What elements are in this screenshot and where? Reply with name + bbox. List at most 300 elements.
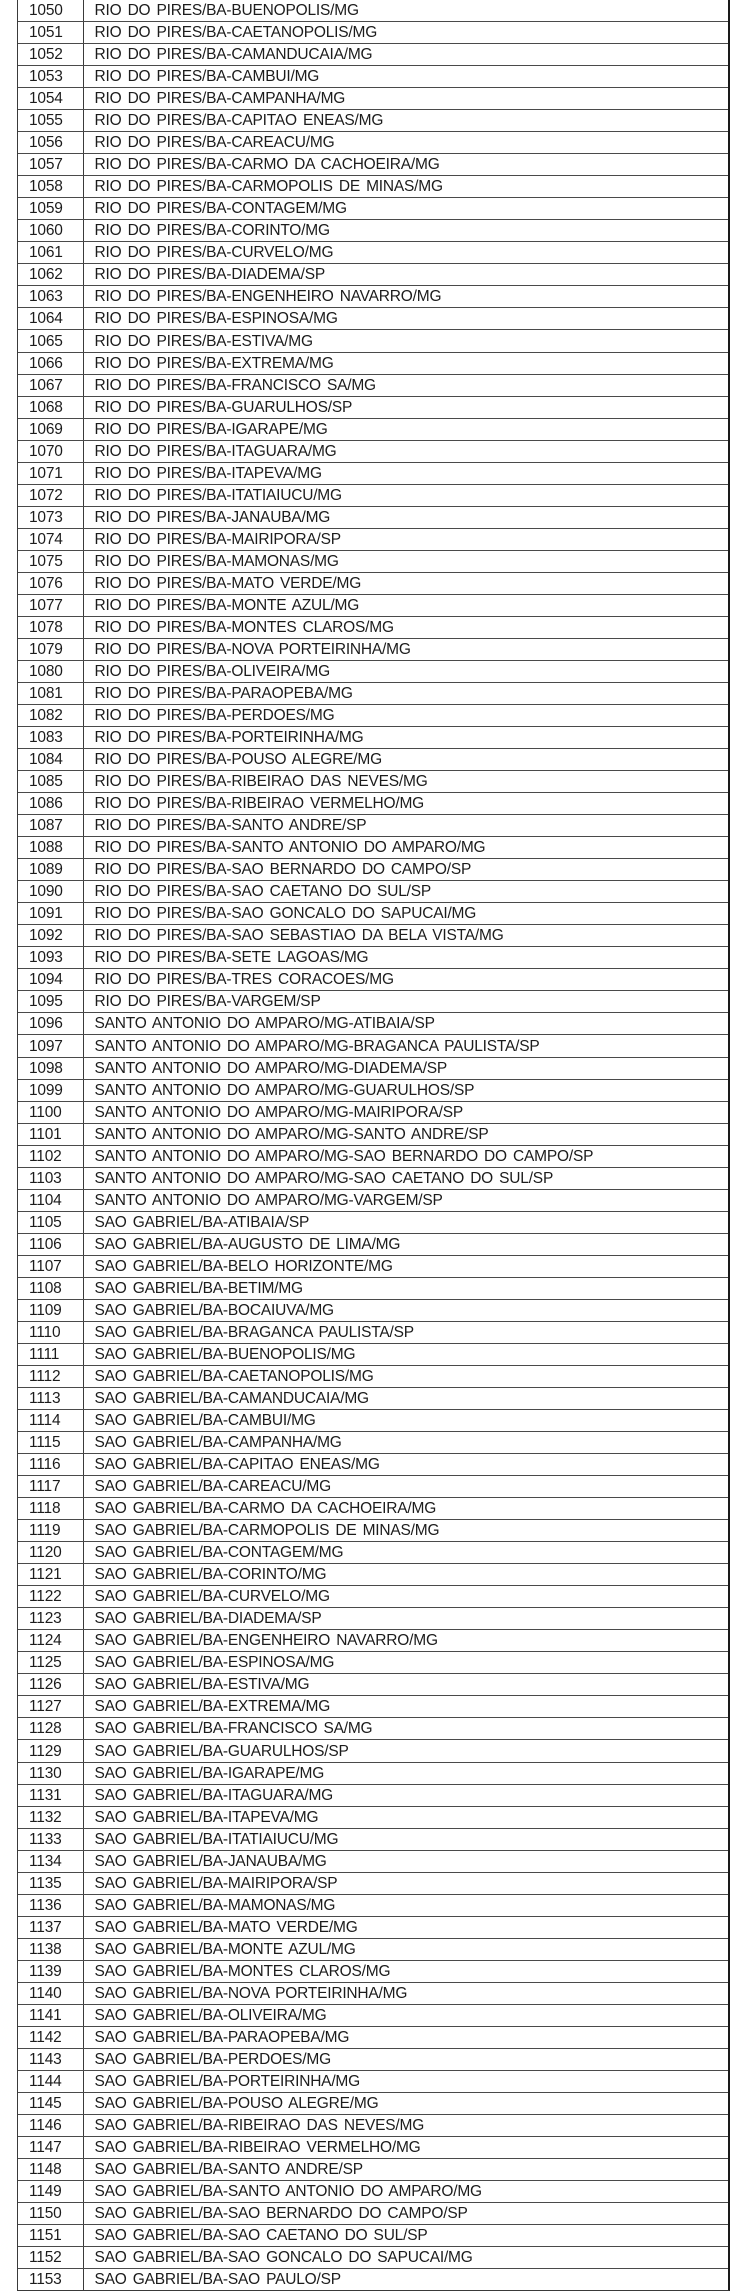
route-cell: RIO DO PIRES/BA-OLIVEIRA/MG [83, 660, 728, 682]
route-cell: SAO GABRIEL/BA-EXTREMA/MG [83, 1696, 728, 1718]
table-row [18, 1365, 728, 1387]
route-cell: SANTO ANTONIO DO AMPARO/MG-BRAGANCA PAULISTA/SP [83, 1035, 728, 1057]
route-cell: RIO DO PIRES/BA-CAMPANHA/MG [83, 88, 728, 110]
route-cell: RIO DO PIRES/BA-DIADEMA/SP [83, 264, 728, 286]
route-cell: RIO DO PIRES/BA-SAO SEBASTIAO DA BELA VISTA/MG [83, 925, 728, 947]
table-row [18, 264, 728, 286]
route-cell: RIO DO PIRES/BA-MAMONAS/MG [83, 550, 728, 572]
table-row [18, 242, 728, 264]
table-row [18, 374, 728, 396]
row-number-cell: 1082 [18, 705, 83, 727]
route-cell: RIO DO PIRES/BA-BUENOPOLIS/MG [83, 0, 728, 22]
table-row [18, 1035, 728, 1057]
row-number-cell: 1057 [18, 154, 83, 176]
route-cell: SAO GABRIEL/BA-FRANCISCO SA/MG [83, 1718, 728, 1740]
table-row [18, 771, 728, 793]
row-number-cell: 1052 [18, 44, 83, 66]
route-cell: SAO GABRIEL/BA-RIBEIRAO VERMELHO/MG [83, 2137, 728, 2159]
row-number-cell: 1123 [18, 1608, 83, 1630]
table-row [18, 132, 728, 154]
table-row [18, 1542, 728, 1564]
row-number-cell: 1135 [18, 1872, 83, 1894]
route-cell: SAO GABRIEL/BA-ESTIVA/MG [83, 1674, 728, 1696]
row-number-cell: 1111 [18, 1343, 83, 1365]
route-cell: RIO DO PIRES/BA-JANAUBA/MG [83, 506, 728, 528]
row-number-cell: 1143 [18, 2048, 83, 2070]
row-number-cell: 1138 [18, 1938, 83, 1960]
table-row [18, 660, 728, 682]
route-cell: SAO GABRIEL/BA-NOVA PORTEIRINHA/MG [83, 1982, 728, 2004]
route-cell: SANTO ANTONIO DO AMPARO/MG-SANTO ANDRE/SP [83, 1123, 728, 1145]
table-row [18, 352, 728, 374]
table-row [18, 1674, 728, 1696]
route-cell: RIO DO PIRES/BA-SANTO ANTONIO DO AMPARO/MG [83, 837, 728, 859]
table-row [18, 1211, 728, 1233]
route-cell: SAO GABRIEL/BA-GUARULHOS/SP [83, 1740, 728, 1762]
table-row [18, 1255, 728, 1277]
row-number-cell: 1065 [18, 330, 83, 352]
table-row [18, 1476, 728, 1498]
table-row [18, 308, 728, 330]
route-cell: RIO DO PIRES/BA-CORINTO/MG [83, 220, 728, 242]
table-row [18, 1057, 728, 1079]
row-number-cell: 1147 [18, 2137, 83, 2159]
route-cell: SAO GABRIEL/BA-CARMOPOLIS DE MINAS/MG [83, 1520, 728, 1542]
row-number-cell: 1112 [18, 1365, 83, 1387]
row-number-cell: 1101 [18, 1123, 83, 1145]
row-number-cell: 1059 [18, 198, 83, 220]
route-cell: RIO DO PIRES/BA-CAMBUI/MG [83, 66, 728, 88]
row-number-cell: 1054 [18, 88, 83, 110]
table-row [18, 2181, 728, 2203]
route-cell: SAO GABRIEL/BA-RIBEIRAO DAS NEVES/MG [83, 2115, 728, 2137]
route-cell: SAO GABRIEL/BA-SANTO ANDRE/SP [83, 2159, 728, 2181]
row-number-cell: 1127 [18, 1696, 83, 1718]
route-cell: RIO DO PIRES/BA-ITAGUARA/MG [83, 440, 728, 462]
row-number-cell: 1061 [18, 242, 83, 264]
route-cell: SAO GABRIEL/BA-MONTES CLAROS/MG [83, 1960, 728, 1982]
row-number-cell: 1078 [18, 616, 83, 638]
route-cell: RIO DO PIRES/BA-SAO GONCALO DO SAPUCAI/MG [83, 903, 728, 925]
route-cell: SAO GABRIEL/BA-PARAOPEBA/MG [83, 2026, 728, 2048]
table-row [18, 176, 728, 198]
row-number-cell: 1071 [18, 462, 83, 484]
row-number-cell: 1096 [18, 1013, 83, 1035]
row-number-cell: 1129 [18, 1740, 83, 1762]
table-row [18, 220, 728, 242]
table-row [18, 2026, 728, 2048]
table-row [18, 1321, 728, 1343]
route-cell: RIO DO PIRES/BA-TRES CORACOES/MG [83, 969, 728, 991]
table-row [18, 815, 728, 837]
row-number-cell: 1103 [18, 1167, 83, 1189]
route-cell: RIO DO PIRES/BA-PARAOPEBA/MG [83, 682, 728, 704]
table-row [18, 2225, 728, 2247]
route-cell: SAO GABRIEL/BA-ITAGUARA/MG [83, 1784, 728, 1806]
route-cell: SAO GABRIEL/BA-SAO GONCALO DO SAPUCAI/MG [83, 2247, 728, 2269]
route-cell: SAO GABRIEL/BA-BOCAIUVA/MG [83, 1299, 728, 1321]
table-row [18, 330, 728, 352]
route-cell: RIO DO PIRES/BA-SETE LAGOAS/MG [83, 947, 728, 969]
row-number-cell: 1148 [18, 2159, 83, 2181]
row-number-cell: 1116 [18, 1454, 83, 1476]
route-cell: SAO GABRIEL/BA-SANTO ANTONIO DO AMPARO/MG [83, 2181, 728, 2203]
table-row [18, 286, 728, 308]
route-cell: RIO DO PIRES/BA-POUSO ALEGRE/MG [83, 749, 728, 771]
row-number-cell: 1077 [18, 594, 83, 616]
row-number-cell: 1113 [18, 1387, 83, 1409]
row-number-cell: 1132 [18, 1806, 83, 1828]
row-number-cell: 1066 [18, 352, 83, 374]
route-cell: RIO DO PIRES/BA-EXTREMA/MG [83, 352, 728, 374]
table-row [18, 66, 728, 88]
route-cell: RIO DO PIRES/BA-MONTE AZUL/MG [83, 594, 728, 616]
route-cell: RIO DO PIRES/BA-PORTEIRINHA/MG [83, 727, 728, 749]
table-row [18, 991, 728, 1013]
row-number-cell: 1110 [18, 1321, 83, 1343]
row-number-cell: 1064 [18, 308, 83, 330]
table-row [18, 1762, 728, 1784]
row-number-cell: 1114 [18, 1410, 83, 1432]
table-row [18, 1189, 728, 1211]
table-row [18, 1454, 728, 1476]
table-row [18, 1387, 728, 1409]
route-cell: SAO GABRIEL/BA-BUENOPOLIS/MG [83, 1343, 728, 1365]
table-row [18, 1277, 728, 1299]
row-number-cell: 1102 [18, 1145, 83, 1167]
row-number-cell: 1076 [18, 572, 83, 594]
table-row [18, 1982, 728, 2004]
table-row [18, 749, 728, 771]
table-row [18, 484, 728, 506]
row-number-cell: 1055 [18, 110, 83, 132]
row-number-cell: 1100 [18, 1101, 83, 1123]
table-row [18, 1718, 728, 1740]
route-cell: SAO GABRIEL/BA-AUGUSTO DE LIMA/MG [83, 1233, 728, 1255]
table-row [18, 638, 728, 660]
table-row [18, 44, 728, 66]
row-number-cell: 1140 [18, 1982, 83, 2004]
route-cell: RIO DO PIRES/BA-ITATIAIUCU/MG [83, 484, 728, 506]
table-row [18, 1123, 728, 1145]
row-number-cell: 1134 [18, 1850, 83, 1872]
route-cell: RIO DO PIRES/BA-SANTO ANDRE/SP [83, 815, 728, 837]
route-cell: RIO DO PIRES/BA-CURVELO/MG [83, 242, 728, 264]
table-row [18, 903, 728, 925]
route-cell: SAO GABRIEL/BA-JANAUBA/MG [83, 1850, 728, 1872]
table-row [18, 1938, 728, 1960]
row-number-cell: 1106 [18, 1233, 83, 1255]
route-cell: RIO DO PIRES/BA-IGARAPE/MG [83, 418, 728, 440]
route-cell: SAO GABRIEL/BA-BETIM/MG [83, 1277, 728, 1299]
row-number-cell: 1153 [18, 2269, 83, 2291]
row-number-cell: 1150 [18, 2203, 83, 2225]
table-row [18, 1101, 728, 1123]
row-number-cell: 1107 [18, 1255, 83, 1277]
route-cell: RIO DO PIRES/BA-RIBEIRAO VERMELHO/MG [83, 793, 728, 815]
row-number-cell: 1117 [18, 1476, 83, 1498]
row-number-cell: 1092 [18, 925, 83, 947]
row-number-cell: 1145 [18, 2092, 83, 2114]
route-cell: SAO GABRIEL/BA-CAMANDUCAIA/MG [83, 1387, 728, 1409]
table-row [18, 969, 728, 991]
route-cell: RIO DO PIRES/BA-CAPITAO ENEAS/MG [83, 110, 728, 132]
route-cell: SAO GABRIEL/BA-CURVELO/MG [83, 1586, 728, 1608]
table-row [18, 2092, 728, 2114]
table-row [18, 1432, 728, 1454]
row-number-cell: 1139 [18, 1960, 83, 1982]
row-number-cell: 1085 [18, 771, 83, 793]
table-row [18, 594, 728, 616]
route-table-container [17, 0, 730, 2291]
row-number-cell: 1069 [18, 418, 83, 440]
row-number-cell: 1087 [18, 815, 83, 837]
table-row [18, 682, 728, 704]
table-row [18, 1630, 728, 1652]
route-cell: SAO GABRIEL/BA-BRAGANCA PAULISTA/SP [83, 1321, 728, 1343]
route-cell: RIO DO PIRES/BA-VARGEM/SP [83, 991, 728, 1013]
route-cell: RIO DO PIRES/BA-MAIRIPORA/SP [83, 528, 728, 550]
row-number-cell: 1149 [18, 2181, 83, 2203]
table-row [18, 1828, 728, 1850]
table-row [18, 925, 728, 947]
route-cell: SANTO ANTONIO DO AMPARO/MG-MAIRIPORA/SP [83, 1101, 728, 1123]
table-row [18, 2159, 728, 2181]
row-number-cell: 1084 [18, 749, 83, 771]
route-cell: SAO GABRIEL/BA-CAREACU/MG [83, 1476, 728, 1498]
table-row [18, 1696, 728, 1718]
route-cell: SAO GABRIEL/BA-ITAPEVA/MG [83, 1806, 728, 1828]
route-cell: SAO GABRIEL/BA-CAMBUI/MG [83, 1410, 728, 1432]
row-number-cell: 1091 [18, 903, 83, 925]
route-cell: SAO GABRIEL/BA-IGARAPE/MG [83, 1762, 728, 1784]
table-row [18, 1013, 728, 1035]
row-number-cell: 1128 [18, 1718, 83, 1740]
route-cell: RIO DO PIRES/BA-ESPINOSA/MG [83, 308, 728, 330]
route-cell: SAO GABRIEL/BA-CAETANOPOLIS/MG [83, 1365, 728, 1387]
table-row [18, 727, 728, 749]
route-cell: RIO DO PIRES/BA-ITAPEVA/MG [83, 462, 728, 484]
route-cell: RIO DO PIRES/BA-ENGENHEIRO NAVARRO/MG [83, 286, 728, 308]
table-row [18, 1894, 728, 1916]
row-number-cell: 1119 [18, 1520, 83, 1542]
route-cell: RIO DO PIRES/BA-CAREACU/MG [83, 132, 728, 154]
row-number-cell: 1152 [18, 2247, 83, 2269]
route-cell: RIO DO PIRES/BA-FRANCISCO SA/MG [83, 374, 728, 396]
table-row [18, 418, 728, 440]
route-cell: SAO GABRIEL/BA-ATIBAIA/SP [83, 1211, 728, 1233]
row-number-cell: 1086 [18, 793, 83, 815]
table-row [18, 837, 728, 859]
row-number-cell: 1073 [18, 506, 83, 528]
table-row [18, 616, 728, 638]
table-row [18, 2115, 728, 2137]
row-number-cell: 1074 [18, 528, 83, 550]
table-row [18, 440, 728, 462]
row-number-cell: 1124 [18, 1630, 83, 1652]
row-number-cell: 1063 [18, 286, 83, 308]
route-cell: RIO DO PIRES/BA-GUARULHOS/SP [83, 396, 728, 418]
route-cell: SAO GABRIEL/BA-CARMO DA CACHOEIRA/MG [83, 1498, 728, 1520]
row-number-cell: 1142 [18, 2026, 83, 2048]
table-row [18, 1145, 728, 1167]
row-number-cell: 1126 [18, 1674, 83, 1696]
route-cell: SAO GABRIEL/BA-CORINTO/MG [83, 1564, 728, 1586]
row-number-cell: 1079 [18, 638, 83, 660]
row-number-cell: 1056 [18, 132, 83, 154]
table-row [18, 1167, 728, 1189]
table-row [18, 572, 728, 594]
table-row [18, 2137, 728, 2159]
table-row [18, 506, 728, 528]
row-number-cell: 1105 [18, 1211, 83, 1233]
table-row [18, 1916, 728, 1938]
table-row [18, 1960, 728, 1982]
row-number-cell: 1050 [18, 0, 83, 22]
row-number-cell: 1083 [18, 727, 83, 749]
table-row [18, 1299, 728, 1321]
row-number-cell: 1094 [18, 969, 83, 991]
route-cell: SAO GABRIEL/BA-ITATIAIUCU/MG [83, 1828, 728, 1850]
route-cell: RIO DO PIRES/BA-CAETANOPOLIS/MG [83, 22, 728, 44]
route-cell: SANTO ANTONIO DO AMPARO/MG-SAO BERNARDO DO CAMPO/SP [83, 1145, 728, 1167]
row-number-cell: 1089 [18, 859, 83, 881]
row-number-cell: 1137 [18, 1916, 83, 1938]
table-row [18, 550, 728, 572]
route-cell: SAO GABRIEL/BA-CAPITAO ENEAS/MG [83, 1454, 728, 1476]
row-number-cell: 1060 [18, 220, 83, 242]
table-row [18, 2048, 728, 2070]
route-cell: RIO DO PIRES/BA-CARMOPOLIS DE MINAS/MG [83, 176, 728, 198]
table-row [18, 1498, 728, 1520]
table-row [18, 2247, 728, 2269]
table-row [18, 705, 728, 727]
row-number-cell: 1109 [18, 1299, 83, 1321]
table-row [18, 198, 728, 220]
table-row [18, 1343, 728, 1365]
route-cell: SAO GABRIEL/BA-DIADEMA/SP [83, 1608, 728, 1630]
route-cell: SANTO ANTONIO DO AMPARO/MG-GUARULHOS/SP [83, 1079, 728, 1101]
row-number-cell: 1051 [18, 22, 83, 44]
table-row [18, 0, 728, 22]
route-cell: RIO DO PIRES/BA-SAO CAETANO DO SUL/SP [83, 881, 728, 903]
route-cell: RIO DO PIRES/BA-MATO VERDE/MG [83, 572, 728, 594]
table-row [18, 881, 728, 903]
table-row [18, 1608, 728, 1630]
table-row [18, 1850, 728, 1872]
row-number-cell: 1120 [18, 1542, 83, 1564]
table-row [18, 1872, 728, 1894]
route-cell: RIO DO PIRES/BA-CONTAGEM/MG [83, 198, 728, 220]
route-cell: RIO DO PIRES/BA-RIBEIRAO DAS NEVES/MG [83, 771, 728, 793]
table-row [18, 1233, 728, 1255]
row-number-cell: 1093 [18, 947, 83, 969]
route-cell: SAO GABRIEL/BA-CAMPANHA/MG [83, 1432, 728, 1454]
row-number-cell: 1125 [18, 1652, 83, 1674]
table-row [18, 1564, 728, 1586]
row-number-cell: 1081 [18, 682, 83, 704]
table-row [18, 1652, 728, 1674]
row-number-cell: 1098 [18, 1057, 83, 1079]
table-row [18, 1079, 728, 1101]
row-number-cell: 1067 [18, 374, 83, 396]
route-cell: SAO GABRIEL/BA-SAO CAETANO DO SUL/SP [83, 2225, 728, 2247]
route-cell: RIO DO PIRES/BA-PERDOES/MG [83, 705, 728, 727]
route-cell: RIO DO PIRES/BA-NOVA PORTEIRINHA/MG [83, 638, 728, 660]
route-cell: RIO DO PIRES/BA-ESTIVA/MG [83, 330, 728, 352]
table-row [18, 859, 728, 881]
row-number-cell: 1136 [18, 1894, 83, 1916]
row-number-cell: 1121 [18, 1564, 83, 1586]
table-row [18, 2070, 728, 2092]
table-row [18, 793, 728, 815]
table-row [18, 528, 728, 550]
table-row [18, 1520, 728, 1542]
row-number-cell: 1122 [18, 1586, 83, 1608]
route-cell: SAO GABRIEL/BA-SAO PAULO/SP [94, 2271, 341, 2289]
route-cell: SAO GABRIEL/BA-POUSO ALEGRE/MG [83, 2092, 728, 2114]
table-row [18, 947, 728, 969]
row-number-cell: 1075 [18, 550, 83, 572]
row-number-cell: 1097 [18, 1035, 83, 1057]
route-cell: SAO GABRIEL/BA-PERDOES/MG [83, 2048, 728, 2070]
row-number-cell: 1080 [18, 660, 83, 682]
route-cell: SAO GABRIEL/BA-OLIVEIRA/MG [83, 2004, 728, 2026]
route-table [18, 0, 728, 2290]
table-row [18, 110, 728, 132]
route-cell: SANTO ANTONIO DO AMPARO/MG-DIADEMA/SP [83, 1057, 728, 1079]
route-cell: SANTO ANTONIO DO AMPARO/MG-SAO CAETANO DO SUL/SP [83, 1167, 728, 1189]
row-number-cell: 1058 [18, 176, 83, 198]
row-number-cell: 1131 [18, 1784, 83, 1806]
row-number-cell: 1118 [18, 1498, 83, 1520]
table-row [18, 2203, 728, 2225]
row-number-cell: 1130 [18, 1762, 83, 1784]
row-number-cell: 1151 [18, 2225, 83, 2247]
route-cell: RIO DO PIRES/BA-CAMANDUCAIA/MG [83, 44, 728, 66]
route-cell: SAO GABRIEL/BA-MAMONAS/MG [83, 1894, 728, 1916]
route-table-body [18, 0, 728, 2290]
route-cell: SAO GABRIEL/BA-SAO BERNARDO DO CAMPO/SP [83, 2203, 728, 2225]
row-number-cell: 1108 [18, 1277, 83, 1299]
row-number-cell: 1115 [18, 1432, 83, 1454]
table-row [18, 1784, 728, 1806]
row-number-cell: 1090 [18, 881, 83, 903]
table-row [18, 2004, 728, 2026]
table-row [18, 88, 728, 110]
row-number-cell: 1062 [18, 264, 83, 286]
route-cell: RIO DO PIRES/BA-CARMO DA CACHOEIRA/MG [83, 154, 728, 176]
route-cell: SAO GABRIEL/BA-CONTAGEM/MG [83, 1542, 728, 1564]
route-cell: SAO GABRIEL/BA-PORTEIRINHA/MG [83, 2070, 728, 2092]
table-row [18, 154, 728, 176]
row-number-cell: 1072 [18, 484, 83, 506]
route-cell: SAO GABRIEL/BA-ESPINOSA/MG [83, 1652, 728, 1674]
table-row [18, 396, 728, 418]
row-number-cell: 1095 [18, 991, 83, 1013]
table-row [18, 462, 728, 484]
row-number-cell: 1141 [18, 2004, 83, 2026]
table-row [18, 1740, 728, 1762]
route-cell: SAO GABRIEL/BA-ENGENHEIRO NAVARRO/MG [83, 1630, 728, 1652]
table-row [18, 2269, 728, 2291]
row-number-cell: 1104 [18, 1189, 83, 1211]
route-cell: SANTO ANTONIO DO AMPARO/MG-VARGEM/SP [83, 1189, 728, 1211]
row-number-cell: 1070 [18, 440, 83, 462]
route-cell: SAO GABRIEL/BA-BELO HORIZONTE/MG [83, 1255, 728, 1277]
route-cell: SAO GABRIEL/BA-MONTE AZUL/MG [83, 1938, 728, 1960]
row-number-cell: 1144 [18, 2070, 83, 2092]
